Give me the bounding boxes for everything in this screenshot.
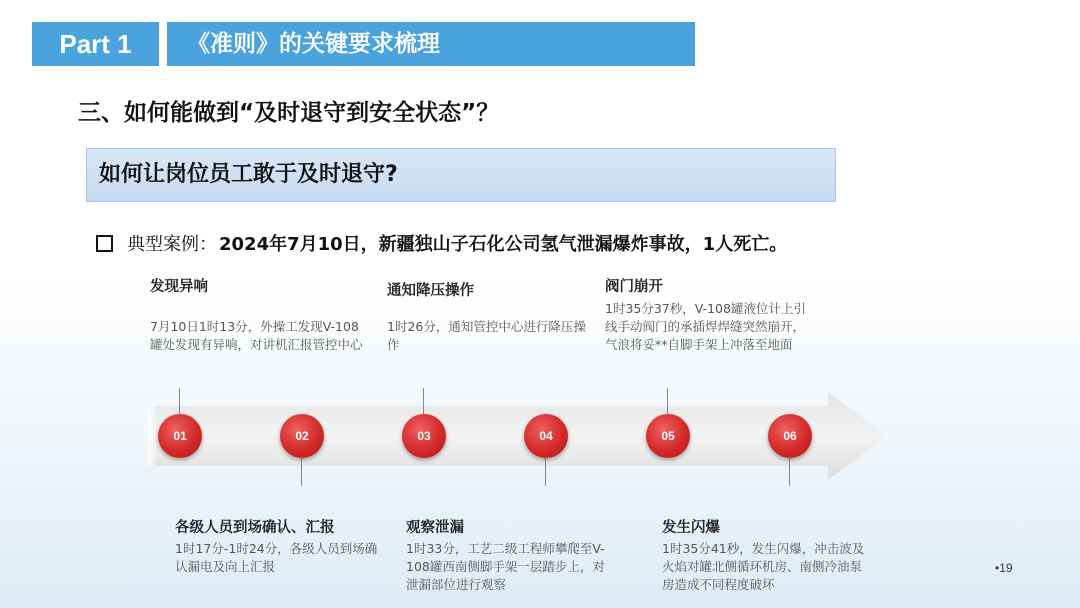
- timeline-marker: 02: [280, 414, 324, 458]
- case-text: 2024年7月10日，新疆独山子石化公司氢气泄漏爆炸事故，1人死亡。: [219, 234, 788, 255]
- case-line: [96, 230, 787, 256]
- event-description: 7月10日1时13分，外操工发现V-108罐处发现有异响，对讲机汇报管控中心: [150, 319, 363, 352]
- event-description: 1时35分37秒，V-108罐液位计上引线手动阀门的承插焊焊缝突然崩开，气浪将妥**自脚手架上冲落至地面: [605, 301, 806, 352]
- event-title: 通知降压操作: [387, 283, 474, 299]
- event-description: 1时33分，工艺二级工程师攀爬至V-108罐西南侧脚手架一层踏步上，对泄漏部位进行观察: [406, 541, 605, 592]
- event-title: 阀门崩开: [605, 279, 663, 295]
- event-title: 观察泄漏: [406, 520, 464, 536]
- slide-title: 《准则》的关键要求梳理: [167, 22, 695, 66]
- connector-line-05: [667, 388, 668, 414]
- event-title: 发现异响: [150, 279, 208, 295]
- timeline-marker: 06: [768, 414, 812, 458]
- timeline-marker: 03: [402, 414, 446, 458]
- event-title: 各级人员到场确认、汇报: [175, 520, 335, 536]
- connector-line-02: [301, 458, 302, 486]
- section-heading: 三、如何能做到“及时退守到安全状态”？: [78, 100, 500, 126]
- connector-line-01: [179, 388, 180, 414]
- connector-line-03: [423, 388, 424, 414]
- timeline-marker: 04: [524, 414, 568, 458]
- question-box: 如何让岗位员工敢于及时退守?: [86, 148, 836, 202]
- timeline-marker: 05: [646, 414, 690, 458]
- page-number: •19: [995, 561, 1013, 575]
- case-prefix: 典型案例：: [127, 234, 217, 255]
- event-description: 1时35分41秒，发生闪爆，冲击波及火焰对罐北侧循环机房、南侧冷油泵房造成不同程度破坏: [662, 541, 865, 592]
- event-description: 1时17分-1时24分，各级人员到场确认漏电及向上汇报: [175, 541, 378, 574]
- checkbox-bullet-icon: [96, 235, 113, 252]
- timeline-marker: 01: [158, 414, 202, 458]
- part-label: Part 1: [32, 22, 159, 66]
- event-description: 1时26分，通知管控中心进行降压操作: [387, 319, 586, 352]
- connector-line-06: [789, 458, 790, 486]
- connector-line-04: [545, 458, 546, 486]
- event-title: 发生闪爆: [662, 520, 720, 536]
